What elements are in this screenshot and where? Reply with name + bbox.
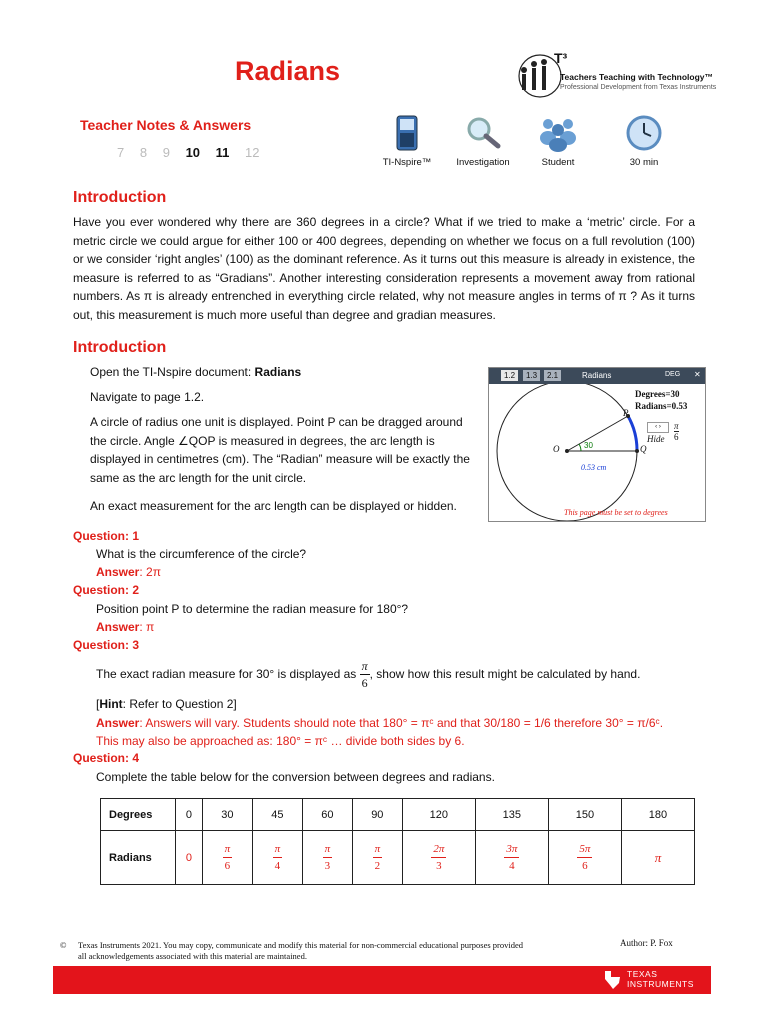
grade-9: 9 xyxy=(162,145,170,160)
arc-hide-description: An exact measurement for the arc length can be displayed or hidden. xyxy=(90,499,457,513)
degree-cell: 150 xyxy=(548,799,621,831)
screen-doc-title: Radians xyxy=(582,371,612,380)
duration-badge xyxy=(604,114,684,168)
degrees-row xyxy=(101,799,695,831)
hint-bracket: [ xyxy=(96,697,100,711)
intro-paragraph: Have you ever wondered why there are 360 degrees in a circle? What if we tried to make a ‘metric’ circle. For a metric circle we could argue for either 100 or 400 degrees, depending on whether we focus on a full revolution (100) or we consider ‘right angles’ (100) as the dominant reference. As it turns out this measure is already in existence, the measure is referred to as “Gradians”. Another interesting consideration represents a movement away from rational numbers. As π is already entrenched in everything circle related, why not measure angles in terms of π ? As it turns out, this measurement is much more useful than degree and gradian measures. xyxy=(73,215,695,322)
radians-row xyxy=(101,831,695,885)
angle-value: 30 xyxy=(584,441,593,450)
fraction-numerator: π xyxy=(223,841,233,858)
point-o-label: O xyxy=(553,444,560,454)
arc-length-value: 0.53 cm xyxy=(581,463,607,472)
hint-label: Hint xyxy=(99,697,123,711)
answer-label: Answer xyxy=(96,620,140,634)
investigation-label: Investigation xyxy=(456,157,510,168)
duration-label: 30 min xyxy=(629,157,659,168)
copyright-symbol: © xyxy=(60,940,67,950)
angle-marker xyxy=(579,444,581,451)
fraction-denominator: 6 xyxy=(674,432,679,442)
navigate-line: Navigate to page 1.2. xyxy=(90,390,205,404)
investigation-badge xyxy=(443,114,523,168)
exact-radian-fraction xyxy=(674,421,679,442)
grade-8: 8 xyxy=(139,145,148,160)
t3-logo xyxy=(514,48,717,100)
degree-cell: 90 xyxy=(352,799,402,831)
brand-subtitle: Professional Development from Texas Instruments xyxy=(560,84,717,91)
degree-cell: 60 xyxy=(302,799,352,831)
answer-text: : Answers will vary. Students should note that 180° = πᶜ and that 30/180 = 1/6 therefore 30° = π/6ᶜ. xyxy=(139,716,664,730)
grade-7: 7 xyxy=(117,145,125,160)
student-badge xyxy=(518,114,598,168)
copyright-line-2: all acknowledgements associated with this material are maintained. xyxy=(78,951,307,961)
fraction-numerator: π xyxy=(373,841,383,858)
radian-fraction xyxy=(273,841,283,874)
fraction-denominator: 6 xyxy=(582,860,588,872)
question-3-answer xyxy=(96,714,663,733)
radian-cell: 0 xyxy=(176,831,203,885)
question-1-label: Question: 1 xyxy=(73,529,140,543)
fraction-numerator: π xyxy=(674,421,679,431)
radian-cell xyxy=(548,831,621,885)
radian-fraction xyxy=(223,841,233,874)
degrees-readout: Degrees=30 xyxy=(635,389,680,399)
radians-header: Radians xyxy=(101,831,176,885)
ti-logo-line-1: TEXAS xyxy=(627,969,658,979)
question-4-text: Complete the table below for the conversion between degrees and radians. xyxy=(96,770,495,784)
fraction-numerator: π xyxy=(323,841,333,858)
tab-2-1[interactable]: 2.1 xyxy=(544,370,561,381)
tab-1-3[interactable]: 1.3 xyxy=(523,370,540,381)
question-3-text xyxy=(96,656,640,692)
question-3-label: Question: 3 xyxy=(73,638,140,652)
grade-11: 11 xyxy=(215,145,230,160)
clock-icon xyxy=(604,114,684,152)
page-title: Radians xyxy=(235,56,341,86)
texas-state-icon xyxy=(601,969,623,991)
point-q-label: Q xyxy=(640,444,647,454)
answer-text: : π xyxy=(139,620,155,634)
radian-fraction xyxy=(577,841,592,874)
close-icon[interactable]: ✕ xyxy=(694,370,701,379)
fraction-numerator: 5π xyxy=(577,841,592,858)
hint-text: : Refer to Question 2] xyxy=(122,697,237,711)
answer-label: Answer xyxy=(96,565,140,579)
degrees-note: This page must be set to degrees xyxy=(564,508,668,517)
magnifier-icon xyxy=(443,114,523,152)
fraction-denominator: 6 xyxy=(361,676,368,691)
radian-cell xyxy=(302,831,352,885)
pi-over-6-fraction xyxy=(360,658,370,691)
copyright-notice xyxy=(60,940,600,962)
degree-cell: 45 xyxy=(252,799,302,831)
tinspire-label: TI-Nspire™ xyxy=(382,157,432,168)
question-2-label: Question: 2 xyxy=(73,583,140,597)
t3-mark: T³ xyxy=(554,50,568,66)
degree-cell: 30 xyxy=(202,799,252,831)
open-document-line xyxy=(90,363,301,382)
question-3-hint xyxy=(96,695,237,714)
question-2-text: Position point P to determine the radian measure for 180°? xyxy=(96,602,409,616)
fraction-denominator: 3 xyxy=(436,860,442,872)
fraction-numerator: π xyxy=(273,841,283,858)
question-2-answer xyxy=(96,618,154,637)
author: Author: P. Fox xyxy=(620,938,673,948)
answer-text: : 2π xyxy=(139,565,161,579)
fraction-denominator: 2 xyxy=(374,860,381,872)
ti-logo-text xyxy=(627,969,694,989)
question-3-text-post: , show how this result might be calculated by hand. xyxy=(369,667,641,681)
open-document-prefix: Open the TI-Nspire document: xyxy=(90,365,255,379)
conversion-table xyxy=(100,798,695,885)
degree-cell: 135 xyxy=(475,799,548,831)
intro-heading-2: Introduction xyxy=(73,339,167,356)
brand-title: Teachers Teaching with Technology™ xyxy=(560,72,714,82)
student-label: Student xyxy=(541,157,575,168)
question-1-answer xyxy=(96,563,161,582)
degree-cell: 0 xyxy=(176,799,203,831)
calculator-screenshot xyxy=(488,367,706,522)
grade-12: 12 xyxy=(245,145,260,160)
subtitle: Teacher Notes & Answers xyxy=(80,117,252,133)
question-3-answer-2: This may also be approached as: 180° = πᶜ … divide both sides by 6. xyxy=(96,734,465,748)
radian-cell xyxy=(402,831,475,885)
screen-toolbar xyxy=(489,368,705,384)
calculator-icon xyxy=(367,114,447,152)
radian-fraction xyxy=(373,841,383,874)
point-p-label[interactable]: P xyxy=(623,408,629,418)
radian-fraction xyxy=(504,841,519,874)
fraction-denominator: 6 xyxy=(224,860,231,872)
radian-fraction xyxy=(431,841,446,874)
radian-fraction xyxy=(323,841,333,874)
question-1-text: What is the circumference of the circle? xyxy=(96,547,307,561)
fraction-numerator: 3π xyxy=(504,841,519,858)
question-4-label: Question: 4 xyxy=(73,751,140,765)
radian-cell xyxy=(475,831,548,885)
grade-levels xyxy=(117,145,272,160)
hide-toggle-arrows[interactable]: ‹ › xyxy=(647,422,669,433)
grade-10: 10 xyxy=(185,145,201,160)
fraction-numerator: π xyxy=(361,659,368,674)
arc-pq xyxy=(628,416,637,451)
fraction-numerator: 2π xyxy=(431,841,446,858)
copyright-line-1: Texas Instruments 2021. You may copy, communicate and modify this material for non-commercial educational purposes provided xyxy=(78,940,523,950)
degree-cell: 120 xyxy=(402,799,475,831)
radians-readout: Radians=0.53 xyxy=(635,401,688,411)
radian-cell xyxy=(202,831,252,885)
question-3-text-pre: The exact radian measure for 30° is displayed as xyxy=(96,667,360,681)
angle-mode: DEG xyxy=(665,371,681,378)
students-icon xyxy=(518,114,598,152)
radian-cell xyxy=(352,831,402,885)
fraction-denominator: 4 xyxy=(509,860,515,872)
radius-op xyxy=(567,416,628,451)
footer-bar xyxy=(53,966,711,994)
answer-label: Answer xyxy=(96,716,140,730)
degrees-header: Degrees xyxy=(101,799,176,831)
circle-description: A circle of radius one unit is displayed. Point P can be dragged around the circle. Angle ∠QOP is measured in degrees, the arc length is displayed in centimetres (cm). The “Radian” measure will be exactly the same as the arc length for the unit circle. xyxy=(90,415,470,485)
ti-logo-line-2: INSTRUMENTS xyxy=(627,979,694,989)
degree-cell: 180 xyxy=(621,799,694,831)
tinspire-badge xyxy=(367,114,447,168)
document-name: Radians xyxy=(254,365,302,379)
radian-cell: π xyxy=(621,831,694,885)
fraction-denominator: 3 xyxy=(324,860,331,872)
radian-cell xyxy=(252,831,302,885)
intro-heading-1: Introduction xyxy=(73,189,167,206)
fraction-denominator: 4 xyxy=(274,860,281,872)
tab-1-2[interactable]: 1.2 xyxy=(501,370,518,381)
hide-label[interactable]: Hide xyxy=(647,434,665,444)
